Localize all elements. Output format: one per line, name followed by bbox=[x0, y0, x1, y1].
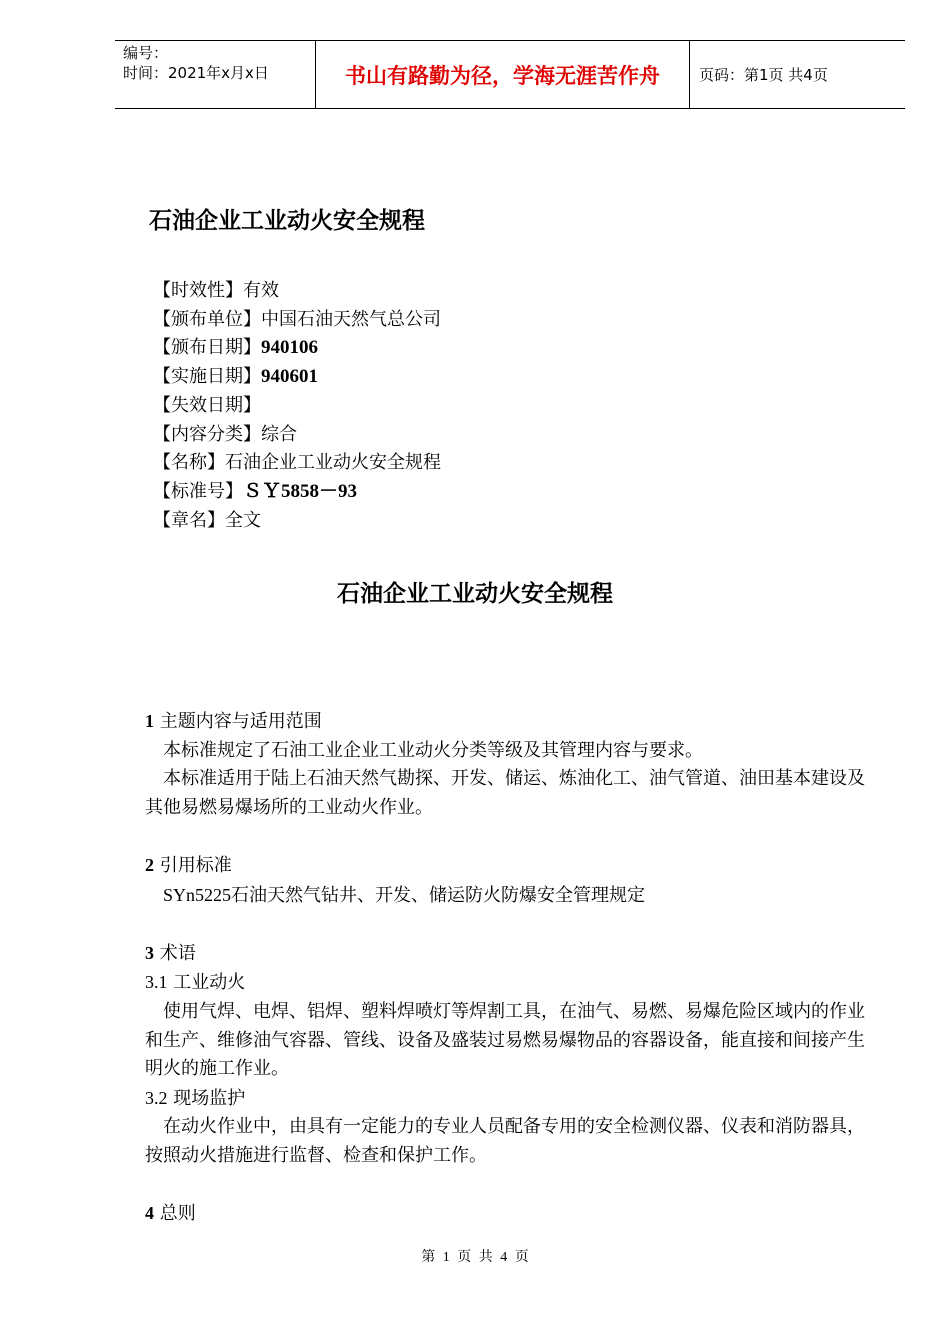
paragraph: 在动火作业中，由具有一定能力的专业人员配备专用的安全检测仪器、仪表和消防器具，按照动火措施进行监督、检查和保护工作。 bbox=[145, 1116, 865, 1166]
paragraph: 使用气焊、电焊、铝焊、塑料焊喷灯等焊割工具，在油气、易燃、易爆危险区域内的作业和生产、维修油气容器、管线、设备及盛装过易燃易爆物品的容器设备，能直接和间接产生明火的施工作业。 bbox=[145, 1000, 865, 1080]
page-header bbox=[115, 40, 905, 109]
subsection-title: 现场监护 bbox=[173, 1087, 246, 1109]
meta-label: 【章名】 bbox=[153, 509, 225, 531]
meta-value: 940601 bbox=[261, 366, 318, 388]
meta-label: 【实施日期】 bbox=[153, 366, 261, 388]
meta-row bbox=[153, 392, 441, 421]
paragraph bbox=[145, 881, 875, 911]
header-page-info: 页码：第1页 共4页 bbox=[699, 66, 828, 84]
meta-row bbox=[153, 306, 441, 335]
subsection-number: 3.1 bbox=[145, 972, 168, 993]
header-divider bbox=[689, 41, 690, 108]
section-title: 主题内容与适用范围 bbox=[159, 711, 322, 732]
paragraph: 本标准规定了石油工业企业工业动火分类等级及其管理内容与要求。 bbox=[163, 739, 703, 761]
section-number: 1 bbox=[145, 711, 154, 731]
spacer bbox=[145, 1171, 875, 1200]
section-title: 总则 bbox=[159, 1203, 196, 1225]
meta-row bbox=[153, 277, 441, 306]
meta-label: 【颁布单位】 bbox=[153, 308, 261, 330]
standard-code: SYn5225 bbox=[163, 884, 232, 905]
meta-value: 中国石油天然气总公司 bbox=[261, 308, 441, 330]
meta-row bbox=[153, 363, 441, 392]
meta-label: 【失效日期】 bbox=[153, 394, 261, 416]
meta-label: 【内容分类】 bbox=[153, 423, 261, 445]
section-heading bbox=[145, 707, 875, 737]
meta-value: 全文 bbox=[225, 509, 261, 531]
meta-label: 【颁布日期】 bbox=[153, 337, 261, 359]
section-title: 术语 bbox=[159, 942, 196, 964]
meta-row bbox=[153, 507, 441, 536]
section-number: 3 bbox=[145, 942, 154, 963]
section-main-title: 石油企业工业动火安全规程 bbox=[337, 581, 613, 607]
section-title: 引用标准 bbox=[159, 854, 232, 876]
meta-row bbox=[153, 449, 441, 478]
meta-label: 【时效性】 bbox=[153, 280, 243, 301]
header-left bbox=[123, 43, 269, 83]
section-heading bbox=[145, 1199, 875, 1229]
meta-label: 【标准号】 bbox=[153, 480, 243, 502]
section-heading bbox=[145, 939, 875, 969]
meta-value: ＳＹ5858－93 bbox=[243, 480, 358, 502]
section-heading bbox=[145, 851, 875, 881]
subsection-title: 工业动火 bbox=[173, 972, 246, 994]
document-body bbox=[145, 707, 875, 1229]
meta-label: 【名称】 bbox=[153, 452, 225, 474]
page-footer: 第 1 页 共 4 页 bbox=[421, 1250, 529, 1265]
subsection-heading bbox=[145, 1084, 875, 1114]
meta-value: 940106 bbox=[261, 337, 318, 359]
document-title: 石油企业工业动火安全规程 bbox=[149, 208, 425, 234]
subsection-heading bbox=[145, 968, 875, 998]
spacer bbox=[145, 910, 875, 939]
spacer bbox=[145, 822, 875, 851]
meta-value: 有效 bbox=[243, 280, 279, 301]
meta-row bbox=[153, 334, 441, 363]
subsection-number: 3.2 bbox=[145, 1087, 168, 1108]
meta-value: 石油企业工业动火安全规程 bbox=[225, 452, 441, 474]
standard-name: 石油天然气钻井、开发、储运防火防爆安全管理规定 bbox=[231, 884, 646, 906]
header-motto: 书山有路勤为径，学海无涯苦作舟 bbox=[345, 63, 660, 88]
section-number: 2 bbox=[145, 854, 154, 875]
meta-row bbox=[153, 421, 441, 450]
section-number: 4 bbox=[145, 1203, 154, 1224]
serial-label: 编号： bbox=[123, 44, 169, 62]
metadata-block bbox=[153, 277, 441, 535]
time-label: 时间：2021年x月x日 bbox=[123, 64, 269, 82]
paragraph: 本标准适用于陆上石油天然气勘探、开发、储运、炼油化工、油气管道、油田基本建设及其他易燃易爆场所的工业动火作业。 bbox=[145, 768, 865, 818]
meta-row bbox=[153, 478, 441, 507]
meta-value: 综合 bbox=[261, 423, 297, 445]
